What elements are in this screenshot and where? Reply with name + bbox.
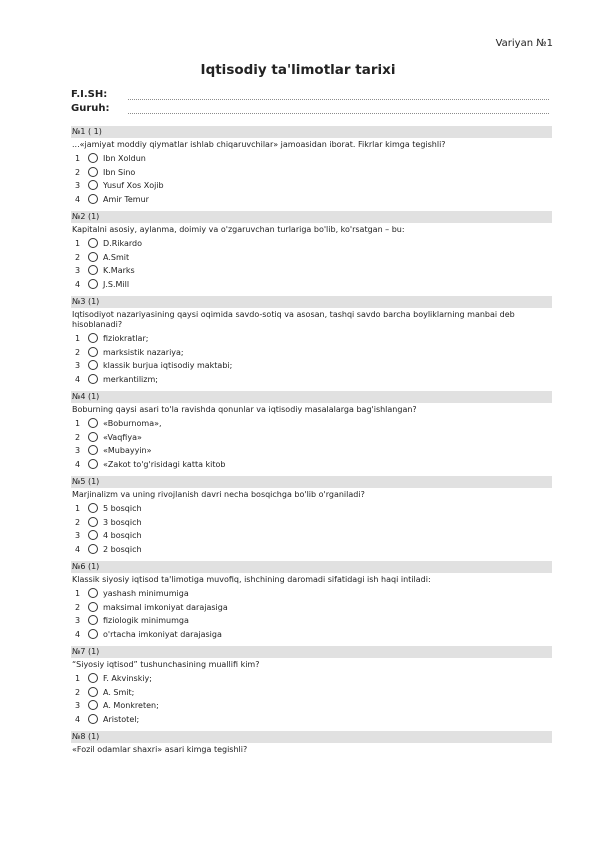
option-text: marksistik nazariya; xyxy=(103,347,184,357)
radio-button[interactable] xyxy=(88,252,98,262)
question-text: “Siyosiy iqtisod” tushunchasining muallifi kim? xyxy=(72,660,260,669)
option-text: Aristotel; xyxy=(103,714,140,724)
option-text: D.Rikardo xyxy=(103,239,142,248)
option-number: 2 xyxy=(75,167,81,177)
answer-option[interactable] xyxy=(71,543,552,557)
radio-button[interactable] xyxy=(88,432,98,442)
question-number: №8 (1) xyxy=(71,731,552,743)
option-text: 4 bosqich xyxy=(103,531,142,540)
radio-button[interactable] xyxy=(88,530,98,540)
option-text: «Vaqfiya» xyxy=(103,432,142,442)
question-text: «Fozil odamlar shaxri» asari kimga tegishli? xyxy=(72,745,248,754)
radio-button[interactable] xyxy=(88,360,98,370)
answer-option[interactable] xyxy=(71,614,552,628)
question-text: Boburning qaysi asari to'la ravishda qonunlar va iqtisodiy masalalarga bag'ishlangan? xyxy=(72,405,417,414)
answer-option[interactable] xyxy=(71,373,552,387)
name-field-line[interactable] xyxy=(128,99,549,100)
option-text: 2 bosqich xyxy=(103,544,142,554)
option-text: fiziologik minimumga xyxy=(103,616,189,625)
option-number: 3 xyxy=(75,531,81,540)
radio-button[interactable] xyxy=(88,615,98,625)
option-number: 4 xyxy=(75,279,81,289)
option-text: K.Marks xyxy=(103,266,135,275)
answer-option[interactable] xyxy=(71,237,552,251)
option-text: A.Smit xyxy=(103,252,130,262)
option-text: Yusuf Xos Xojib xyxy=(103,181,164,190)
option-text: Ibn Xoldun xyxy=(103,154,146,163)
answer-option[interactable] xyxy=(71,686,552,700)
answer-option[interactable] xyxy=(71,628,552,642)
radio-button[interactable] xyxy=(88,517,98,527)
option-number: 2 xyxy=(75,252,81,262)
option-number: 3 xyxy=(75,266,81,275)
option-number: 1 xyxy=(75,589,81,598)
option-text: o'rtacha imkoniyat darajasiga xyxy=(103,629,222,639)
option-number: 3 xyxy=(75,446,81,455)
option-text: 5 bosqich xyxy=(103,504,142,513)
option-number: 4 xyxy=(75,544,81,554)
question-number: №7 (1) xyxy=(71,646,552,658)
question-number: №2 (1) xyxy=(71,211,552,223)
answer-option[interactable] xyxy=(71,346,552,360)
answer-option[interactable] xyxy=(71,587,552,601)
radio-button[interactable] xyxy=(88,687,98,697)
option-text: «Zakot to'g'risidagi katta kitob xyxy=(103,459,226,469)
option-text: maksimal imkoniyat darajasiga xyxy=(103,602,228,612)
answer-option[interactable] xyxy=(71,251,552,265)
answer-option[interactable] xyxy=(71,431,552,445)
question-text: Kapitalni asosiy, aylanma, doimiy va o'zgaruvchan turlariga bo'lib, ko'rsatgan – bu: xyxy=(72,225,405,234)
option-number: 4 xyxy=(75,374,81,384)
answer-option[interactable] xyxy=(71,152,552,166)
option-number: 1 xyxy=(75,239,81,248)
group-field-line[interactable] xyxy=(128,113,549,114)
answer-option[interactable] xyxy=(71,179,552,193)
question-block xyxy=(71,391,552,471)
question-block xyxy=(71,561,552,641)
option-text: 3 bosqich xyxy=(103,517,142,527)
option-number: 3 xyxy=(75,181,81,190)
answer-option[interactable] xyxy=(71,193,552,207)
group-field-label: Guruh: xyxy=(71,103,110,114)
radio-button[interactable] xyxy=(88,167,98,177)
option-number: 4 xyxy=(75,194,81,204)
radio-button[interactable] xyxy=(88,194,98,204)
option-number: 1 xyxy=(75,154,81,163)
question-block xyxy=(71,211,552,291)
answer-option[interactable] xyxy=(71,444,552,458)
question-block xyxy=(71,126,552,206)
option-number: 1 xyxy=(75,674,81,683)
answer-option[interactable] xyxy=(71,458,552,472)
option-number: 2 xyxy=(75,432,81,442)
radio-button[interactable] xyxy=(88,279,98,289)
radio-button[interactable] xyxy=(88,629,98,639)
radio-button[interactable] xyxy=(88,588,98,598)
radio-button[interactable] xyxy=(88,347,98,357)
group-field-row xyxy=(71,103,552,117)
option-text: A. Monkreten; xyxy=(103,701,159,710)
variant-label: Variyan №1 xyxy=(495,38,553,49)
option-text: A. Smit; xyxy=(103,687,135,697)
radio-button[interactable] xyxy=(88,602,98,612)
question-number: №4 (1) xyxy=(71,391,552,403)
option-number: 4 xyxy=(75,714,81,724)
option-text: Ibn Sino xyxy=(103,167,136,177)
radio-button[interactable] xyxy=(88,333,98,343)
question-block xyxy=(71,731,552,755)
option-number: 2 xyxy=(75,347,81,357)
radio-button[interactable] xyxy=(88,544,98,554)
answer-option[interactable] xyxy=(71,417,552,431)
question-number: №6 (1) xyxy=(71,561,552,573)
option-text: «Mubayyin» xyxy=(103,446,152,455)
option-text: Amir Temur xyxy=(103,194,149,204)
option-text: J.S.Mill xyxy=(103,279,130,289)
question-number: №3 (1) xyxy=(71,296,552,308)
name-field-label: F.I.SH: xyxy=(71,89,108,100)
question-number: №1 ( 1) xyxy=(71,126,552,138)
answer-option[interactable] xyxy=(71,601,552,615)
radio-button[interactable] xyxy=(88,503,98,513)
radio-button[interactable] xyxy=(88,374,98,384)
radio-button[interactable] xyxy=(88,459,98,469)
name-field-row xyxy=(71,89,552,103)
radio-button[interactable] xyxy=(88,238,98,248)
option-number: 3 xyxy=(75,616,81,625)
radio-button[interactable] xyxy=(88,265,98,275)
option-text: F. Akvinskiy; xyxy=(103,674,152,683)
option-number: 4 xyxy=(75,459,81,469)
question-text: Iqtisodiyot nazariyasining qaysi oqimida savdo-sotiq va asosan, tashqi savdo barcha boyliklarning manbai deb hisoblanadi? xyxy=(72,310,515,329)
question-list xyxy=(71,126,552,760)
answer-option[interactable] xyxy=(71,516,552,530)
radio-button[interactable] xyxy=(88,445,98,455)
option-text: klassik burjua iqtisodiy maktabi; xyxy=(103,361,233,370)
document-title: Iqtisodiy ta'limotlar tarixi xyxy=(200,62,396,78)
question-text: Marjinalizm va uning rivojlanish davri necha bosqichga bo'lib o'rganiladi? xyxy=(72,490,365,499)
radio-button[interactable] xyxy=(88,418,98,428)
answer-option[interactable] xyxy=(71,359,552,373)
answer-option[interactable] xyxy=(71,332,552,346)
option-number: 3 xyxy=(75,701,81,710)
answer-option[interactable] xyxy=(71,713,552,727)
question-block xyxy=(71,296,552,386)
question-block xyxy=(71,646,552,726)
option-text: «Boburnoma», xyxy=(103,419,162,428)
option-text: merkantilizm; xyxy=(103,374,158,384)
option-number: 3 xyxy=(75,361,81,370)
option-number: 1 xyxy=(75,419,81,428)
radio-button[interactable] xyxy=(88,153,98,163)
option-number: 1 xyxy=(75,334,81,343)
radio-button[interactable] xyxy=(88,180,98,190)
answer-option[interactable] xyxy=(71,278,552,292)
option-text: yashash minimumiga xyxy=(103,589,189,598)
answer-option[interactable] xyxy=(71,699,552,713)
radio-button[interactable] xyxy=(88,700,98,710)
question-block xyxy=(71,476,552,556)
answer-option[interactable] xyxy=(71,502,552,516)
option-number: 4 xyxy=(75,629,81,639)
radio-button[interactable] xyxy=(88,714,98,724)
answer-option[interactable] xyxy=(71,672,552,686)
option-text: fiziokratlar; xyxy=(103,334,149,343)
option-number: 2 xyxy=(75,602,81,612)
option-number: 2 xyxy=(75,517,81,527)
question-text: ...«jamiyat moddiy qiymatlar ishlab chiqaruvchilar» jamoasidan iborat. Fikrlar kimga tegishli? xyxy=(72,140,446,149)
question-text: Klassik siyosiy iqtisod ta'limotiga muvofiq, ishchining daromadi sifatidagi ish haqi intiladi: xyxy=(72,575,431,584)
answer-option[interactable] xyxy=(71,529,552,543)
radio-button[interactable] xyxy=(88,673,98,683)
answer-option[interactable] xyxy=(71,264,552,278)
answer-option[interactable] xyxy=(71,166,552,180)
option-number: 1 xyxy=(75,504,81,513)
question-number: №5 (1) xyxy=(71,476,552,488)
option-number: 2 xyxy=(75,687,81,697)
